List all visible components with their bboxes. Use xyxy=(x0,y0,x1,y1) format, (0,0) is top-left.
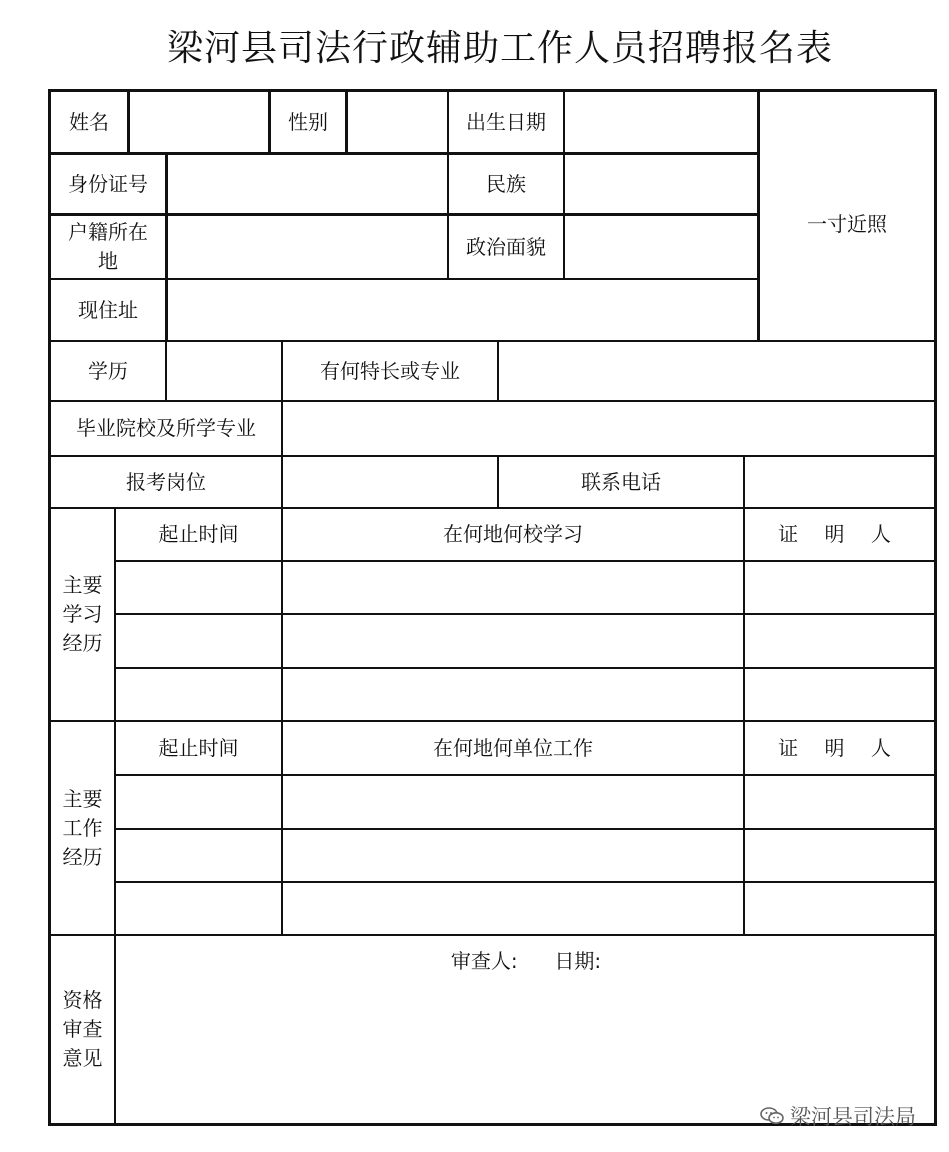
study-witness-field[interactable] xyxy=(745,562,934,613)
work-time-field[interactable] xyxy=(116,830,281,881)
study-witness-field[interactable] xyxy=(745,669,934,720)
current-address-label: 现住址 xyxy=(78,297,138,322)
work-place-field[interactable] xyxy=(283,776,743,828)
study-place-header: 在何地何校学习 xyxy=(443,522,583,546)
household-registration-field[interactable] xyxy=(168,216,447,278)
school-major-field[interactable] xyxy=(283,402,934,455)
household-label-line: 户籍所在 xyxy=(68,220,148,244)
review-label-line: 意见 xyxy=(62,1046,103,1070)
work-label-line: 经历 xyxy=(62,844,103,869)
phone-label: 联系电话 xyxy=(581,469,661,494)
study-time-field[interactable] xyxy=(116,615,281,667)
phone-field[interactable] xyxy=(745,457,934,507)
study-time-field[interactable] xyxy=(116,562,281,613)
political-status-label: 政治面貌 xyxy=(466,234,546,259)
work-place-field[interactable] xyxy=(283,830,743,881)
gender-label: 性别 xyxy=(288,109,328,134)
political-status-field[interactable] xyxy=(565,216,757,278)
review-label-line: 审查 xyxy=(62,1017,103,1041)
review-date-label: 日期: xyxy=(554,949,602,973)
id-number-field[interactable] xyxy=(168,155,447,213)
position-field[interactable] xyxy=(283,457,497,507)
education-field[interactable] xyxy=(167,342,281,400)
study-witness-header: 证 明 人 xyxy=(778,522,901,546)
study-place-field[interactable] xyxy=(283,562,743,613)
study-history-label xyxy=(51,509,114,720)
work-history-label xyxy=(51,722,114,934)
name-field[interactable] xyxy=(130,92,268,152)
wechat-icon xyxy=(760,1107,784,1125)
study-label-line: 经历 xyxy=(62,631,103,655)
review-signature-line xyxy=(116,945,936,974)
work-witness-header: 证 明 人 xyxy=(778,735,901,760)
position-label: 报考岗位 xyxy=(126,469,206,494)
household-registration-label xyxy=(51,216,165,278)
reviewer-label: 审查人: xyxy=(450,949,518,973)
work-witness-field[interactable] xyxy=(745,776,934,828)
work-place-header: 在何地何单位工作 xyxy=(433,735,593,760)
work-label-line: 工作 xyxy=(62,815,103,840)
current-address-field[interactable] xyxy=(168,280,757,340)
study-witness-field[interactable] xyxy=(745,615,934,667)
ethnicity-field[interactable] xyxy=(565,155,757,213)
photo-box[interactable] xyxy=(760,92,934,340)
work-witness-field[interactable] xyxy=(745,830,934,881)
work-label-line: 主要 xyxy=(62,786,103,811)
study-place-field[interactable] xyxy=(283,615,743,667)
review-label-line: 资格 xyxy=(62,988,103,1012)
watermark-text: 梁河县司法局 xyxy=(790,1105,916,1129)
education-label: 学历 xyxy=(88,358,128,383)
form-title: 梁河县司法行政辅助工作人员招聘报名表 xyxy=(166,28,833,69)
study-time-header: 起止时间 xyxy=(158,522,239,546)
work-place-field[interactable] xyxy=(283,883,743,934)
qualification-review-label xyxy=(51,936,114,1123)
photo-label: 一寸近照 xyxy=(807,212,887,236)
work-time-header: 起止时间 xyxy=(158,735,239,760)
household-label-line: 地 xyxy=(98,249,118,273)
work-time-field[interactable] xyxy=(116,776,281,828)
ethnicity-label: 民族 xyxy=(486,171,526,196)
birth-date-field[interactable] xyxy=(565,92,757,152)
watermark xyxy=(760,1101,916,1131)
specialty-field[interactable] xyxy=(499,342,934,400)
birth-date-label: 出生日期 xyxy=(466,109,546,134)
id-number-label: 身份证号 xyxy=(68,171,148,196)
study-place-field[interactable] xyxy=(283,669,743,720)
school-major-label: 毕业院校及所学专业 xyxy=(76,416,256,440)
work-time-field[interactable] xyxy=(116,883,281,934)
study-label-line: 学习 xyxy=(62,602,103,626)
gender-field[interactable] xyxy=(348,92,447,152)
name-label: 姓名 xyxy=(69,109,109,134)
study-label-line: 主要 xyxy=(62,573,103,597)
specialty-label: 有何特长或专业 xyxy=(320,358,460,383)
work-witness-field[interactable] xyxy=(745,883,934,934)
study-time-field[interactable] xyxy=(116,669,281,720)
